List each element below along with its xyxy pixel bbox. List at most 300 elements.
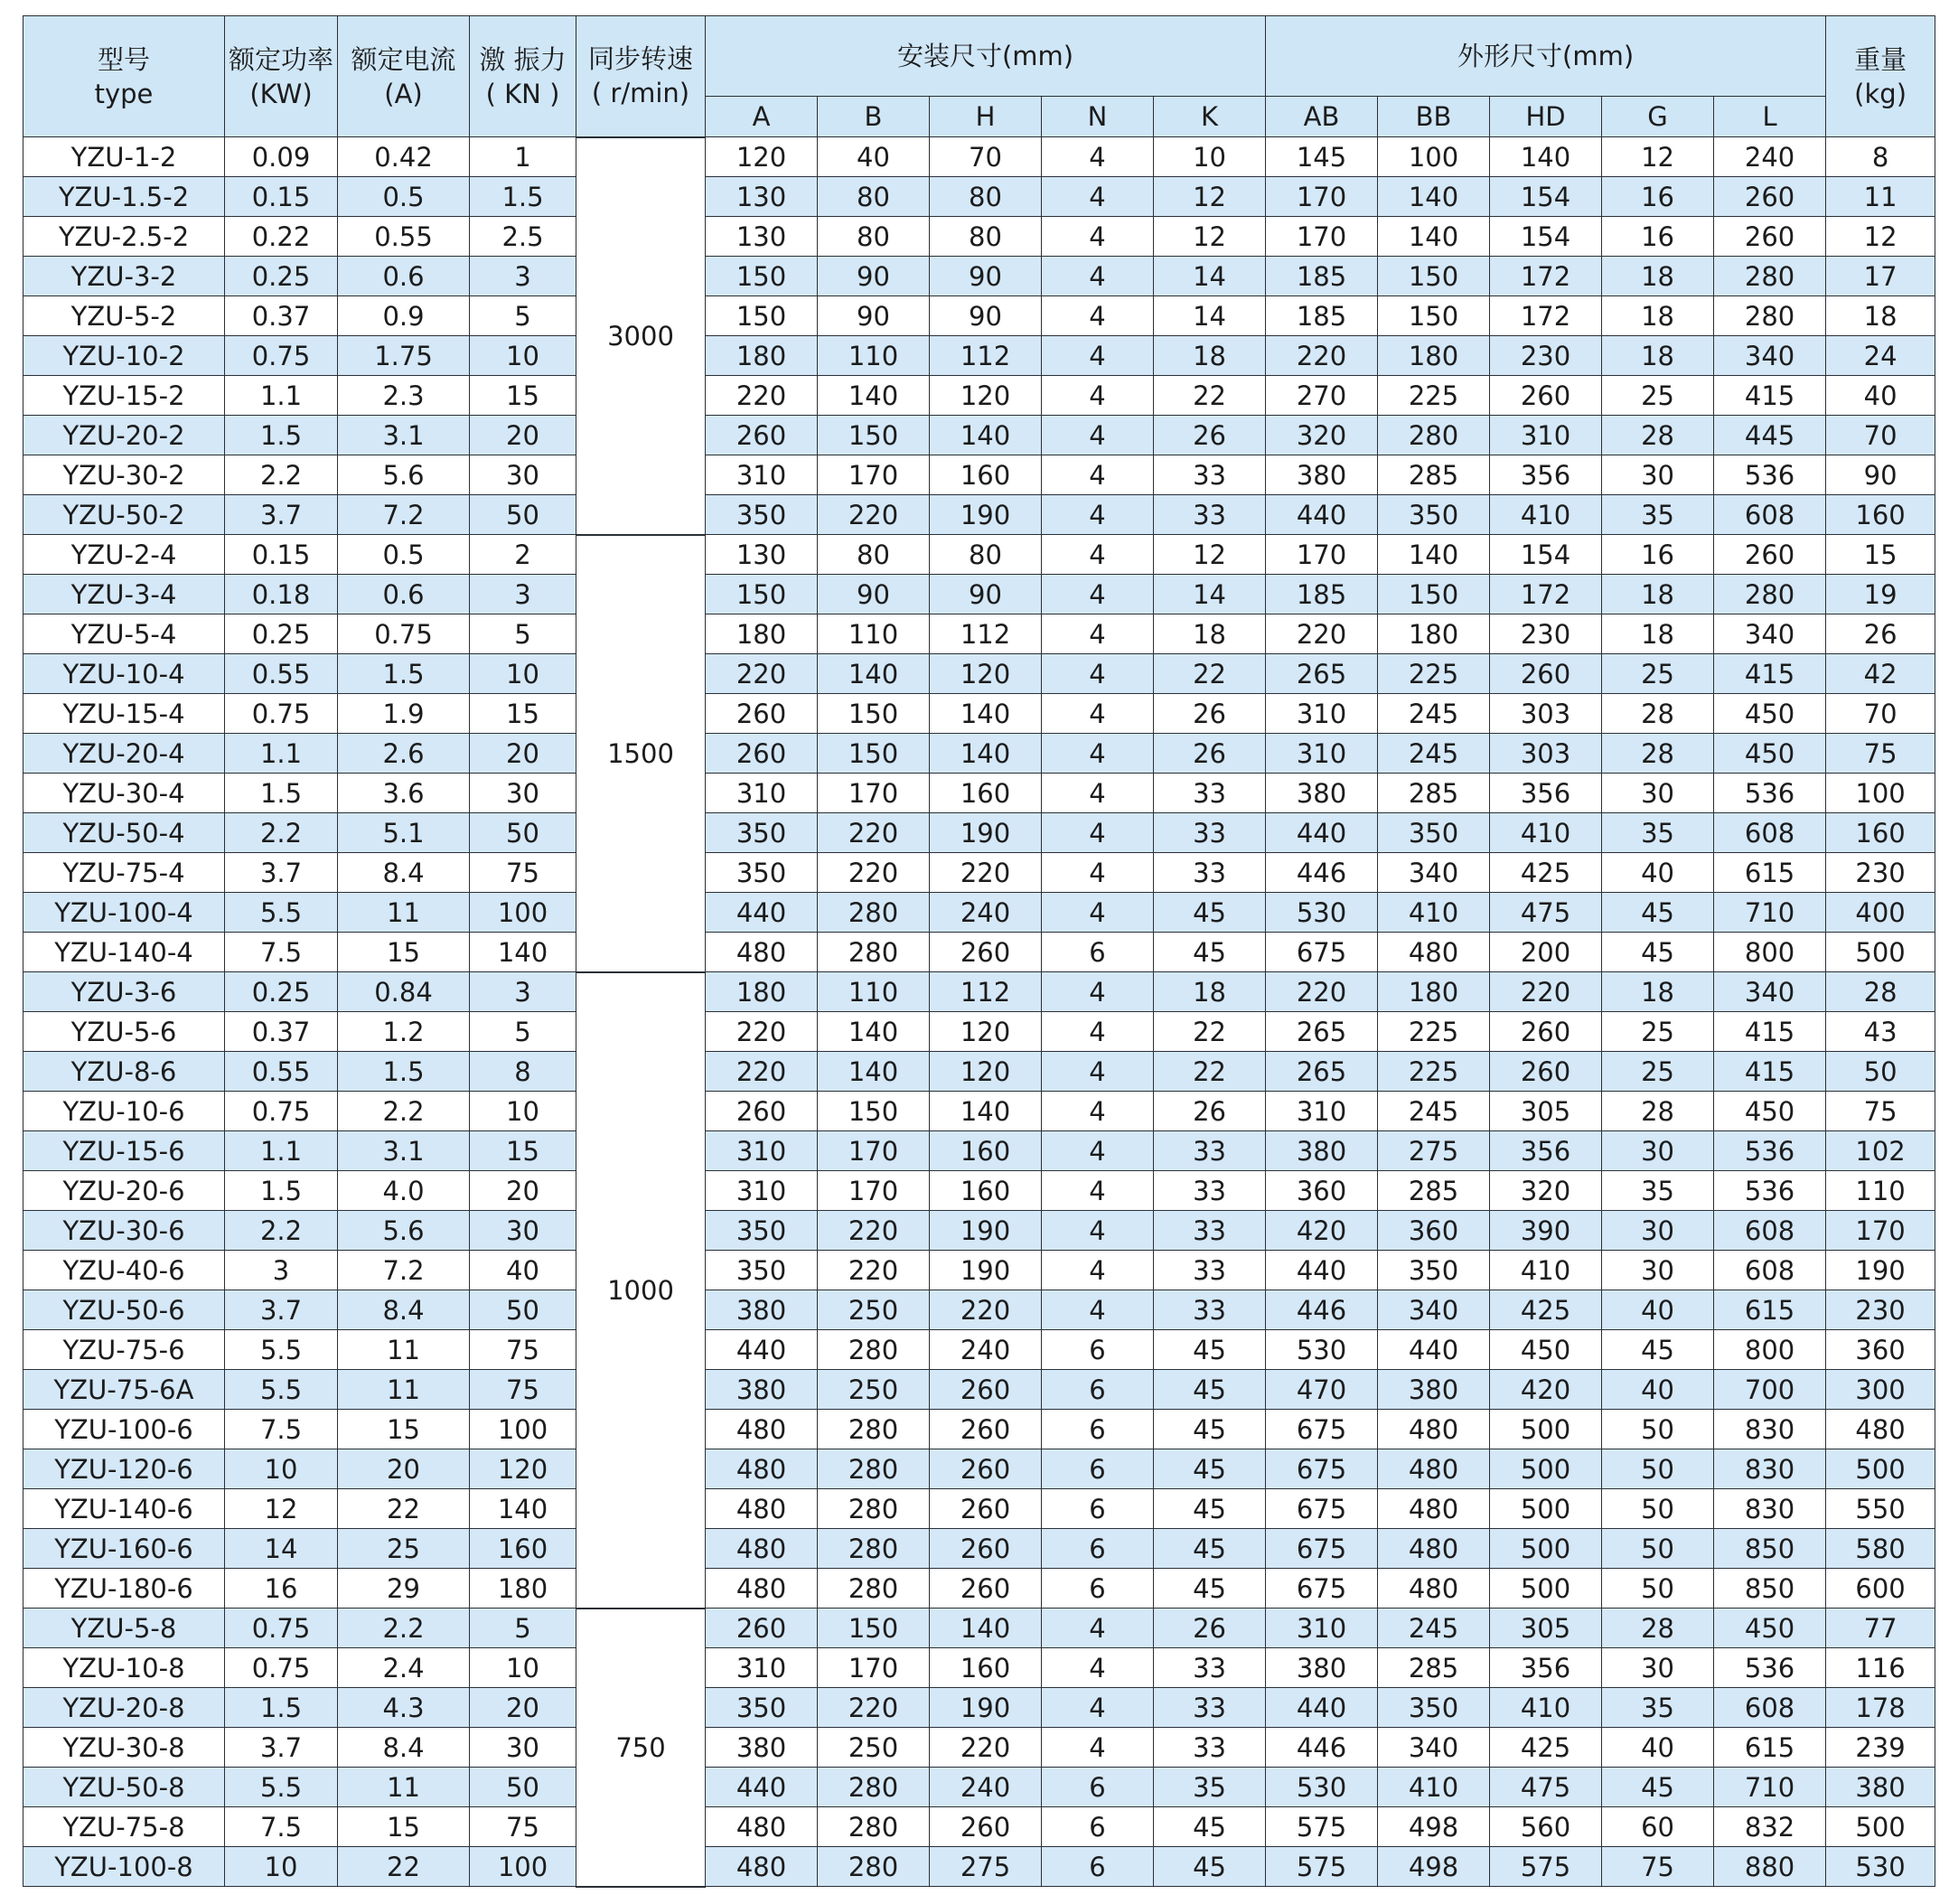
cell-BB: 225 <box>1378 654 1490 694</box>
cell-HD: 260 <box>1490 654 1602 694</box>
spec-table-body <box>23 137 1935 1887</box>
cell-N: 4 <box>1042 853 1154 893</box>
table-row <box>23 137 1935 177</box>
cell-H: 260 <box>930 1410 1042 1449</box>
cell-type: YZU-140-4 <box>23 933 225 972</box>
cell-H: 80 <box>930 177 1042 217</box>
cell-N: 4 <box>1042 1290 1154 1330</box>
cell-type: YZU-20-6 <box>23 1171 225 1211</box>
cell-B: 220 <box>818 853 930 893</box>
cell-current: 0.42 <box>338 137 470 177</box>
cell-force: 10 <box>470 1648 576 1688</box>
cell-G: 30 <box>1602 1251 1714 1290</box>
cell-BB: 350 <box>1378 1251 1490 1290</box>
cell-H: 160 <box>930 1648 1042 1688</box>
cell-A: 440 <box>706 1330 818 1370</box>
cell-weight: 12 <box>1826 217 1935 257</box>
cell-weight: 480 <box>1826 1410 1935 1449</box>
cell-K: 26 <box>1154 734 1266 774</box>
cell-power: 2.2 <box>225 813 338 853</box>
table-row <box>23 1768 1935 1807</box>
cell-B: 140 <box>818 376 930 416</box>
cell-HD: 410 <box>1490 813 1602 853</box>
cell-HD: 200 <box>1490 933 1602 972</box>
cell-type: YZU-100-6 <box>23 1410 225 1449</box>
cell-type: YZU-1.5-2 <box>23 177 225 217</box>
cell-L: 260 <box>1714 177 1826 217</box>
cell-power: 3.7 <box>225 1290 338 1330</box>
cell-L: 260 <box>1714 217 1826 257</box>
cell-weight: 42 <box>1826 654 1935 694</box>
cell-G: 12 <box>1602 137 1714 177</box>
cell-AB: 420 <box>1266 1211 1378 1251</box>
cell-force: 20 <box>470 734 576 774</box>
cell-H: 140 <box>930 694 1042 734</box>
cell-HD: 172 <box>1490 296 1602 336</box>
cell-BB: 350 <box>1378 813 1490 853</box>
cell-power: 0.25 <box>225 972 338 1012</box>
cell-force: 10 <box>470 654 576 694</box>
cell-G: 75 <box>1602 1847 1714 1887</box>
cell-N: 4 <box>1042 575 1154 614</box>
header-weight-unit: (kg) <box>1854 78 1907 109</box>
cell-H: 160 <box>930 1131 1042 1171</box>
cell-BB: 350 <box>1378 495 1490 535</box>
cell-G: 50 <box>1602 1410 1714 1449</box>
cell-BB: 440 <box>1378 1330 1490 1370</box>
table-row <box>23 495 1935 535</box>
cell-current: 7.2 <box>338 1251 470 1290</box>
header-current <box>338 16 470 137</box>
cell-HD: 303 <box>1490 694 1602 734</box>
cell-B: 220 <box>818 1251 930 1290</box>
cell-B: 220 <box>818 813 930 853</box>
cell-power: 0.37 <box>225 296 338 336</box>
cell-H: 190 <box>930 495 1042 535</box>
cell-A: 310 <box>706 774 818 813</box>
cell-current: 0.6 <box>338 575 470 614</box>
header-weight <box>1826 16 1935 137</box>
cell-current: 8.4 <box>338 1290 470 1330</box>
cell-AB: 265 <box>1266 1012 1378 1052</box>
cell-type: YZU-30-2 <box>23 455 225 495</box>
cell-current: 7.2 <box>338 495 470 535</box>
cell-current: 0.5 <box>338 535 470 575</box>
cell-BB: 180 <box>1378 614 1490 654</box>
cell-current: 20 <box>338 1449 470 1489</box>
cell-BB: 480 <box>1378 933 1490 972</box>
cell-current: 11 <box>338 1768 470 1807</box>
cell-BB: 285 <box>1378 455 1490 495</box>
cell-K: 12 <box>1154 217 1266 257</box>
cell-N: 4 <box>1042 614 1154 654</box>
cell-BB: 150 <box>1378 257 1490 296</box>
cell-HD: 230 <box>1490 336 1602 376</box>
cell-power: 7.5 <box>225 1410 338 1449</box>
cell-force: 100 <box>470 1410 576 1449</box>
cell-weight: 600 <box>1826 1569 1935 1609</box>
cell-force: 1 <box>470 137 576 177</box>
header-force <box>470 16 576 137</box>
cell-power: 1.1 <box>225 734 338 774</box>
cell-type: YZU-5-2 <box>23 296 225 336</box>
cell-force: 3 <box>470 972 576 1012</box>
table-row <box>23 734 1935 774</box>
cell-weight: 300 <box>1826 1370 1935 1410</box>
cell-current: 5.6 <box>338 1211 470 1251</box>
cell-B: 170 <box>818 455 930 495</box>
cell-AB: 675 <box>1266 1529 1378 1569</box>
cell-G: 28 <box>1602 734 1714 774</box>
cell-N: 6 <box>1042 1768 1154 1807</box>
cell-B: 280 <box>818 1489 930 1529</box>
cell-type: YZU-3-2 <box>23 257 225 296</box>
cell-power: 0.15 <box>225 535 338 575</box>
cell-HD: 260 <box>1490 376 1602 416</box>
cell-G: 40 <box>1602 1728 1714 1768</box>
cell-AB: 575 <box>1266 1847 1378 1887</box>
header-col-BB: BB <box>1378 97 1490 137</box>
cell-HD: 420 <box>1490 1370 1602 1410</box>
cell-H: 140 <box>930 1092 1042 1131</box>
cell-B: 280 <box>818 1330 930 1370</box>
cell-K: 33 <box>1154 1211 1266 1251</box>
cell-HD: 220 <box>1490 972 1602 1012</box>
cell-BB: 350 <box>1378 1688 1490 1728</box>
cell-H: 120 <box>930 376 1042 416</box>
cell-B: 150 <box>818 1609 930 1648</box>
cell-N: 4 <box>1042 1131 1154 1171</box>
cell-K: 33 <box>1154 1728 1266 1768</box>
cell-B: 170 <box>818 1131 930 1171</box>
cell-power: 12 <box>225 1489 338 1529</box>
cell-N: 6 <box>1042 933 1154 972</box>
cell-L: 615 <box>1714 1728 1826 1768</box>
cell-H: 120 <box>930 1052 1042 1092</box>
cell-HD: 500 <box>1490 1529 1602 1569</box>
cell-B: 170 <box>818 774 930 813</box>
table-row <box>23 1211 1935 1251</box>
cell-type: YZU-75-4 <box>23 853 225 893</box>
cell-HD: 140 <box>1490 137 1602 177</box>
cell-type: YZU-8-6 <box>23 1052 225 1092</box>
cell-AB: 380 <box>1266 1648 1378 1688</box>
cell-BB: 100 <box>1378 137 1490 177</box>
table-row <box>23 1529 1935 1569</box>
cell-A: 180 <box>706 336 818 376</box>
cell-H: 80 <box>930 217 1042 257</box>
cell-BB: 480 <box>1378 1569 1490 1609</box>
cell-current: 1.5 <box>338 1052 470 1092</box>
cell-B: 280 <box>818 1449 930 1489</box>
cell-force: 50 <box>470 1768 576 1807</box>
header-col-L: L <box>1714 97 1826 137</box>
cell-L: 800 <box>1714 1330 1826 1370</box>
cell-H: 120 <box>930 1012 1042 1052</box>
cell-current: 3.1 <box>338 416 470 455</box>
cell-HD: 500 <box>1490 1410 1602 1449</box>
cell-HD: 154 <box>1490 535 1602 575</box>
cell-type: YZU-50-2 <box>23 495 225 535</box>
cell-K: 33 <box>1154 774 1266 813</box>
cell-G: 40 <box>1602 853 1714 893</box>
cell-K: 45 <box>1154 1410 1266 1449</box>
cell-AB: 220 <box>1266 972 1378 1012</box>
cell-AB: 310 <box>1266 1609 1378 1648</box>
cell-type: YZU-10-2 <box>23 336 225 376</box>
cell-weight: 110 <box>1826 1171 1935 1211</box>
cell-B: 90 <box>818 257 930 296</box>
cell-force: 160 <box>470 1529 576 1569</box>
cell-HD: 356 <box>1490 1648 1602 1688</box>
cell-N: 6 <box>1042 1807 1154 1847</box>
cell-weight: 90 <box>1826 455 1935 495</box>
cell-G: 18 <box>1602 972 1714 1012</box>
cell-N: 6 <box>1042 1370 1154 1410</box>
cell-AB: 446 <box>1266 1728 1378 1768</box>
cell-type: YZU-140-6 <box>23 1489 225 1529</box>
cell-G: 30 <box>1602 1211 1714 1251</box>
cell-BB: 480 <box>1378 1489 1490 1529</box>
cell-force: 140 <box>470 1489 576 1529</box>
cell-L: 415 <box>1714 1012 1826 1052</box>
cell-force: 15 <box>470 1131 576 1171</box>
cell-K: 45 <box>1154 1569 1266 1609</box>
cell-weight: 11 <box>1826 177 1935 217</box>
cell-B: 110 <box>818 336 930 376</box>
cell-B: 250 <box>818 1728 930 1768</box>
cell-A: 350 <box>706 853 818 893</box>
cell-N: 6 <box>1042 1410 1154 1449</box>
cell-current: 2.6 <box>338 734 470 774</box>
cell-K: 45 <box>1154 1449 1266 1489</box>
cell-weight: 360 <box>1826 1330 1935 1370</box>
cell-current: 15 <box>338 1410 470 1449</box>
cell-B: 80 <box>818 177 930 217</box>
header-col-G: G <box>1602 97 1714 137</box>
table-row <box>23 177 1935 217</box>
cell-force: 20 <box>470 1688 576 1728</box>
cell-type: YZU-75-8 <box>23 1807 225 1847</box>
cell-L: 280 <box>1714 296 1826 336</box>
cell-HD: 154 <box>1490 217 1602 257</box>
cell-A: 150 <box>706 575 818 614</box>
cell-power: 3 <box>225 1251 338 1290</box>
cell-AB: 675 <box>1266 1569 1378 1609</box>
cell-B: 90 <box>818 296 930 336</box>
cell-power: 10 <box>225 1847 338 1887</box>
cell-force: 5 <box>470 1609 576 1648</box>
header-type-en: type <box>94 78 154 109</box>
table-row <box>23 972 1935 1012</box>
table-row <box>23 1847 1935 1887</box>
cell-force: 30 <box>470 1728 576 1768</box>
cell-BB: 150 <box>1378 296 1490 336</box>
cell-K: 33 <box>1154 1251 1266 1290</box>
cell-H: 260 <box>930 933 1042 972</box>
cell-AB: 470 <box>1266 1370 1378 1410</box>
cell-N: 4 <box>1042 416 1154 455</box>
cell-HD: 154 <box>1490 177 1602 217</box>
header-power <box>225 16 338 137</box>
cell-L: 450 <box>1714 1092 1826 1131</box>
cell-type: YZU-10-8 <box>23 1648 225 1688</box>
cell-weight: 160 <box>1826 813 1935 853</box>
cell-G: 40 <box>1602 1370 1714 1410</box>
vibration-motor-spec-table <box>23 15 1935 1888</box>
cell-AB: 270 <box>1266 376 1378 416</box>
table-row <box>23 1131 1935 1171</box>
cell-force: 10 <box>470 336 576 376</box>
cell-B: 150 <box>818 1092 930 1131</box>
cell-L: 536 <box>1714 774 1826 813</box>
cell-speed: 750 <box>576 1609 706 1887</box>
cell-HD: 425 <box>1490 1728 1602 1768</box>
cell-B: 280 <box>818 1410 930 1449</box>
cell-HD: 410 <box>1490 495 1602 535</box>
cell-current: 8.4 <box>338 853 470 893</box>
cell-current: 3.6 <box>338 774 470 813</box>
cell-power: 0.09 <box>225 137 338 177</box>
cell-HD: 305 <box>1490 1092 1602 1131</box>
cell-HD: 356 <box>1490 774 1602 813</box>
cell-BB: 498 <box>1378 1807 1490 1847</box>
cell-L: 340 <box>1714 336 1826 376</box>
cell-L: 850 <box>1714 1569 1826 1609</box>
cell-G: 50 <box>1602 1489 1714 1529</box>
table-row <box>23 257 1935 296</box>
cell-type: YZU-2-4 <box>23 535 225 575</box>
cell-AB: 530 <box>1266 893 1378 933</box>
cell-type: YZU-2.5-2 <box>23 217 225 257</box>
cell-G: 18 <box>1602 296 1714 336</box>
cell-L: 830 <box>1714 1410 1826 1449</box>
cell-A: 480 <box>706 1807 818 1847</box>
cell-force: 3 <box>470 257 576 296</box>
cell-power: 0.75 <box>225 336 338 376</box>
table-row <box>23 296 1935 336</box>
header-current-unit: (A) <box>384 78 423 109</box>
cell-B: 80 <box>818 217 930 257</box>
cell-power: 3.7 <box>225 495 338 535</box>
cell-N: 4 <box>1042 455 1154 495</box>
cell-G: 28 <box>1602 1092 1714 1131</box>
cell-H: 160 <box>930 1171 1042 1211</box>
cell-force: 10 <box>470 1092 576 1131</box>
cell-H: 80 <box>930 535 1042 575</box>
cell-N: 6 <box>1042 1449 1154 1489</box>
cell-K: 33 <box>1154 1688 1266 1728</box>
cell-current: 1.9 <box>338 694 470 734</box>
cell-G: 28 <box>1602 416 1714 455</box>
cell-AB: 185 <box>1266 257 1378 296</box>
table-row <box>23 694 1935 734</box>
cell-AB: 380 <box>1266 455 1378 495</box>
cell-current: 2.2 <box>338 1092 470 1131</box>
cell-H: 260 <box>930 1370 1042 1410</box>
cell-L: 608 <box>1714 1251 1826 1290</box>
cell-power: 0.75 <box>225 694 338 734</box>
cell-G: 35 <box>1602 1171 1714 1211</box>
cell-L: 415 <box>1714 1052 1826 1092</box>
table-row <box>23 1688 1935 1728</box>
cell-H: 190 <box>930 1251 1042 1290</box>
cell-H: 240 <box>930 893 1042 933</box>
cell-speed: 3000 <box>576 137 706 535</box>
header-current-zh: 额定电流 <box>351 43 456 75</box>
cell-type: YZU-15-2 <box>23 376 225 416</box>
cell-L: 536 <box>1714 1648 1826 1688</box>
cell-L: 800 <box>1714 933 1826 972</box>
table-row <box>23 336 1935 376</box>
cell-weight: 239 <box>1826 1728 1935 1768</box>
cell-power: 7.5 <box>225 1807 338 1847</box>
cell-force: 50 <box>470 1290 576 1330</box>
cell-N: 4 <box>1042 296 1154 336</box>
cell-H: 260 <box>930 1569 1042 1609</box>
cell-HD: 410 <box>1490 1251 1602 1290</box>
cell-AB: 440 <box>1266 1251 1378 1290</box>
cell-power: 2.2 <box>225 1211 338 1251</box>
cell-K: 45 <box>1154 1489 1266 1529</box>
cell-force: 3 <box>470 575 576 614</box>
cell-force: 50 <box>470 495 576 535</box>
header-type-zh: 型号 <box>97 43 150 75</box>
cell-H: 112 <box>930 336 1042 376</box>
cell-A: 130 <box>706 217 818 257</box>
cell-weight: 19 <box>1826 575 1935 614</box>
cell-A: 260 <box>706 416 818 455</box>
cell-force: 75 <box>470 1330 576 1370</box>
cell-weight: 77 <box>1826 1609 1935 1648</box>
cell-H: 260 <box>930 1489 1042 1529</box>
cell-B: 170 <box>818 1171 930 1211</box>
cell-N: 6 <box>1042 1569 1154 1609</box>
cell-HD: 260 <box>1490 1052 1602 1092</box>
cell-weight: 100 <box>1826 774 1935 813</box>
cell-N: 6 <box>1042 1489 1154 1529</box>
cell-force: 1.5 <box>470 177 576 217</box>
cell-BB: 180 <box>1378 336 1490 376</box>
cell-B: 280 <box>818 893 930 933</box>
cell-power: 0.25 <box>225 614 338 654</box>
cell-power: 5.5 <box>225 1768 338 1807</box>
cell-weight: 70 <box>1826 694 1935 734</box>
cell-A: 150 <box>706 257 818 296</box>
cell-G: 30 <box>1602 774 1714 813</box>
cell-N: 4 <box>1042 177 1154 217</box>
cell-current: 0.75 <box>338 614 470 654</box>
cell-type: YZU-30-8 <box>23 1728 225 1768</box>
cell-B: 220 <box>818 1688 930 1728</box>
cell-L: 830 <box>1714 1449 1826 1489</box>
cell-type: YZU-40-6 <box>23 1251 225 1290</box>
cell-A: 130 <box>706 535 818 575</box>
cell-BB: 245 <box>1378 694 1490 734</box>
table-row <box>23 933 1935 972</box>
cell-type: YZU-10-4 <box>23 654 225 694</box>
cell-type: YZU-15-4 <box>23 694 225 734</box>
cell-H: 240 <box>930 1330 1042 1370</box>
cell-force: 5 <box>470 614 576 654</box>
cell-power: 2.2 <box>225 455 338 495</box>
cell-N: 4 <box>1042 376 1154 416</box>
cell-N: 4 <box>1042 972 1154 1012</box>
cell-B: 140 <box>818 1012 930 1052</box>
cell-A: 220 <box>706 654 818 694</box>
cell-L: 615 <box>1714 853 1826 893</box>
cell-H: 240 <box>930 1768 1042 1807</box>
